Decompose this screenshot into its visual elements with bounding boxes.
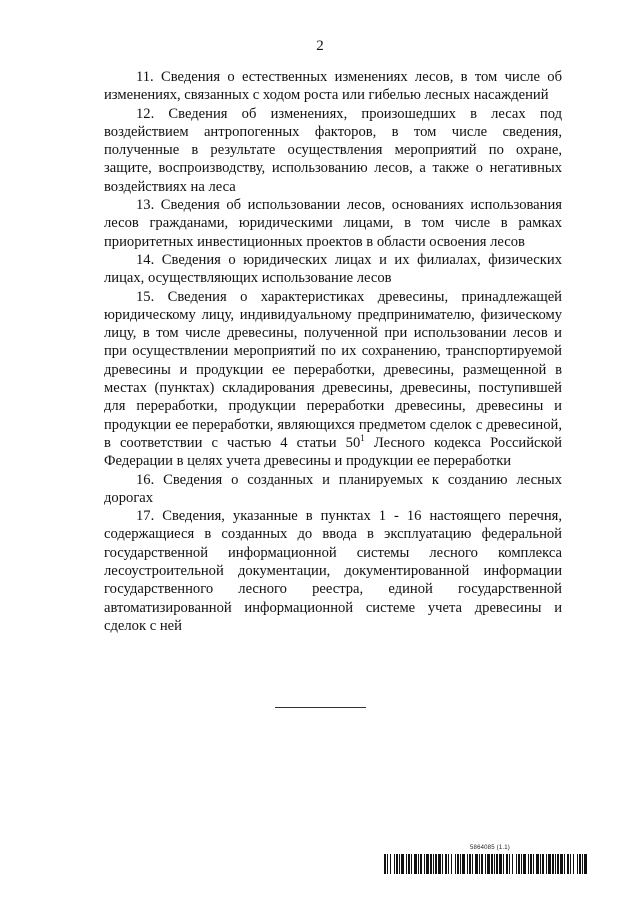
barcode-id: 5864085 (1.1) bbox=[470, 845, 510, 851]
article-superscript: 1 bbox=[360, 433, 365, 444]
paragraph-17: 17. Сведения, указанные в пунктах 1 - 16 настоящего перечня, содержащиеся в созданных до ввода в эксплуатацию федеральной государственной информационной системы лесного комплекса лесоустроительной документации, документированной информации государственного лесного реестра, единой государственной автоматизированной информационной системе учета древесины и сделок с ней bbox=[104, 508, 562, 634]
paragraph-15 bbox=[104, 288, 562, 471]
paragraph-16: 16. Сведения о созданных и планируемых к созданию лесных дорогах bbox=[104, 471, 562, 506]
paragraph-11: 11. Сведения о естественных изменениях лесов, в том числе об изменениях, связанных с ходом роста или гибелью лесных насаждений bbox=[104, 69, 562, 104]
end-divider bbox=[275, 707, 366, 708]
barcode-icon bbox=[384, 854, 588, 874]
paragraph-15-text-after: Лесного кодекса Российской Федерации в целях учета древесины и продукции ее переработки bbox=[104, 434, 562, 470]
page-number: 2 bbox=[316, 38, 324, 54]
document-body bbox=[104, 68, 562, 635]
paragraph-12: 12. Сведения об изменениях, произошедших в лесах под воздействием антропогенных факторов, в том числе сведения, полученные в результате осуществления мероприятий по охране, защите, воспроизводству, использованию лесов, а также о негативных воздействиях на леса bbox=[104, 105, 562, 195]
paragraph-14: 14. Сведения о юридических лицах и их филиалах, физических лицах, осуществляющих использование лесов bbox=[104, 251, 562, 287]
paragraph-13: 13. Сведения об использовании лесов, основаниях использования лесов гражданами, юридическими лицами, в том числе в рамках приоритетных инвестиционных проектов в области освоения лесов bbox=[104, 197, 562, 250]
paragraph-15-text-before: 15. Сведения о характеристиках древесины, принадлежащей юридическому лицу, индивидуальному предпринимателю, физическому лицу, в том числе древесины, полученной при использовании лесов и при осуществлении мероприятий по их сохранению, транспортируемой древесины и продукции ее переработки, древесины, размещенной в местах (пунктах) складирования древесины, древесины, поступившей для переработки, продукции переработки древесины, древесины и продукции ее переработки, являющихся предметом сделок с древесиной, в соответствии с частью 4 статьи 50 bbox=[104, 288, 562, 451]
